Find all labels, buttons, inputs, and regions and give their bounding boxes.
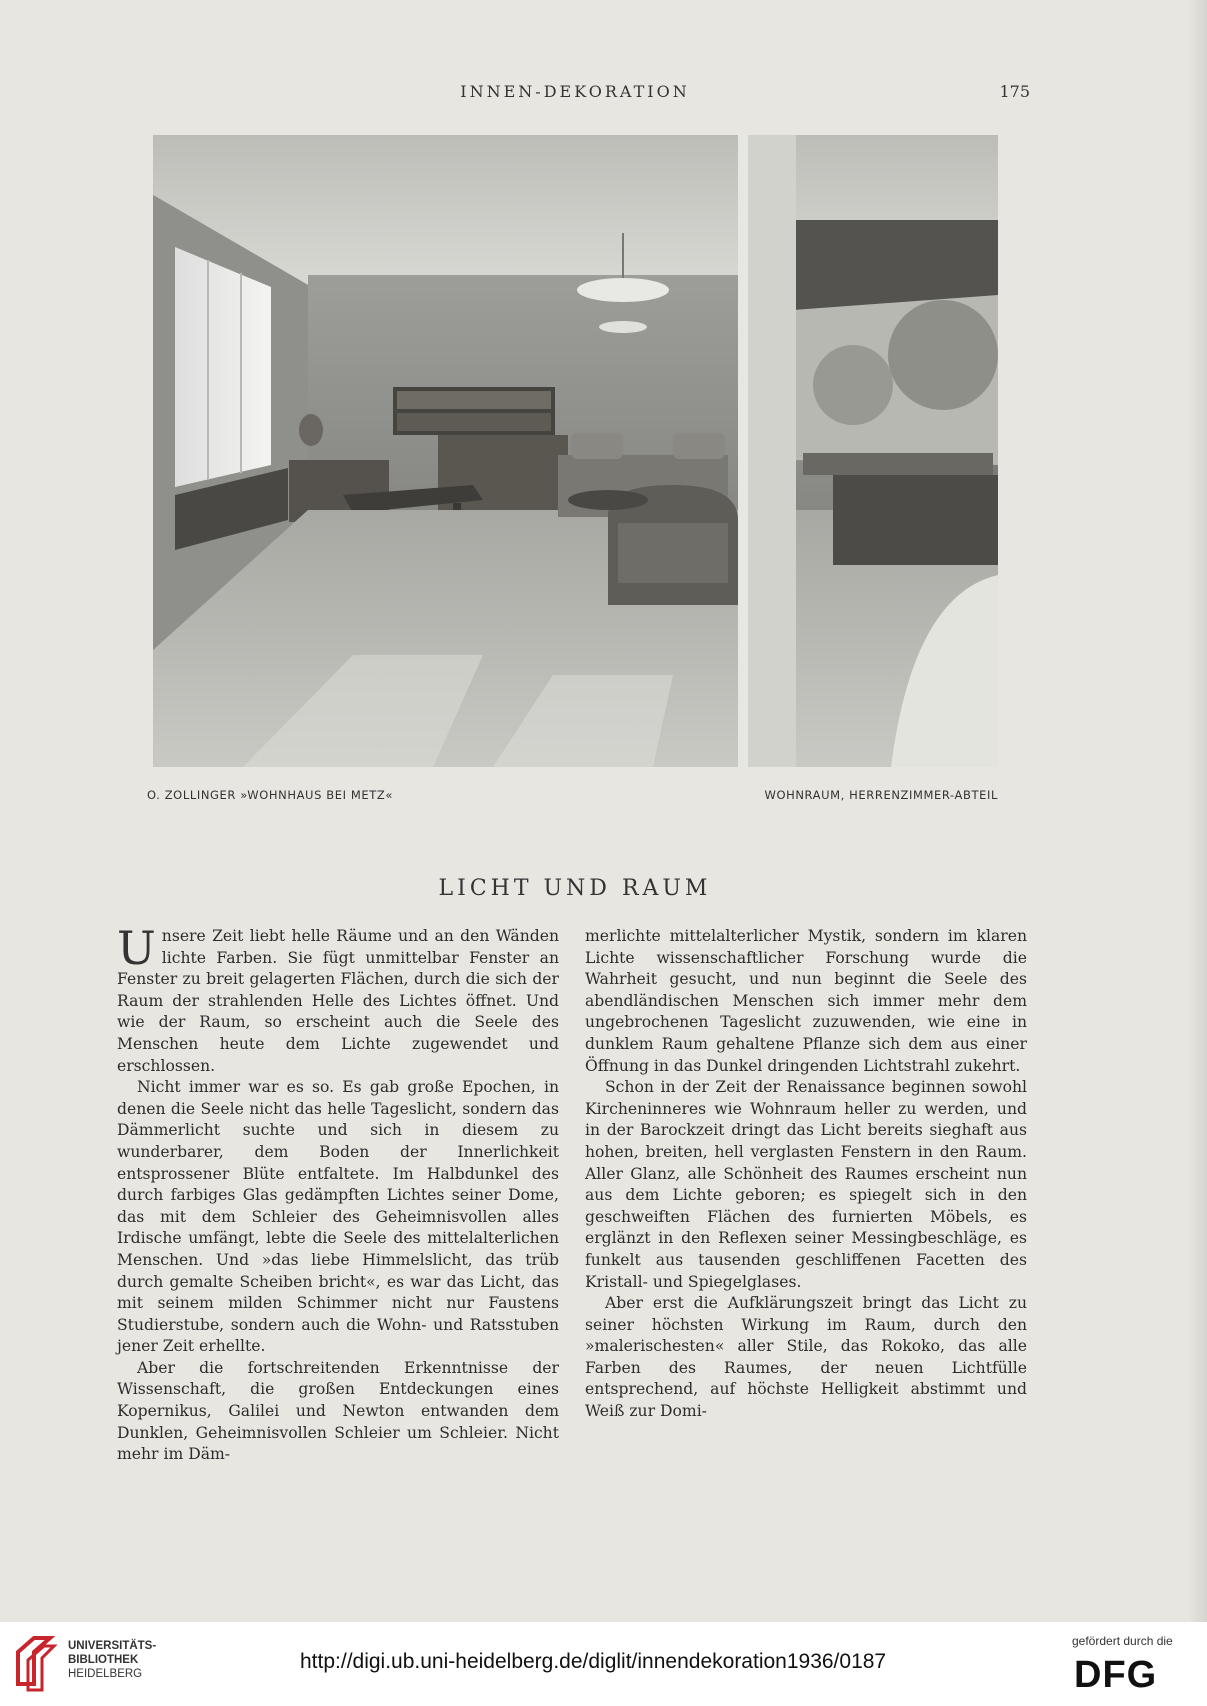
dropcap: U [117, 921, 156, 975]
caption-architect: O. ZOLLINGER »WOHNHAUS BEI METZ« [147, 788, 393, 802]
caption-room: WOHNRAUM, HERRENZIMMER-ABTEIL [764, 788, 998, 802]
text-column-left [117, 921, 559, 1466]
side-table [568, 490, 648, 510]
radiator [833, 475, 998, 565]
funded-by-label: gefördert durch die [1072, 1634, 1173, 1648]
paragraph: Unsere Zeit liebt helle Räume und an den Wänden lichte Farben. Sie fügt unmittelbar Fenster an Fenster zu breit gelagerten Flächen, durch die sich der Raum der strahlenden Helle des Lichtes öffnet. Und wie der Raum, so erscheint auch die Seele des Menschen heute dem Lichte zugewendet und erschlossen. [117, 921, 559, 1075]
paragraph: Aber erst die Aufklärungszeit bringt das Licht zu seiner höchsten Wirkung im Raum, durch den »malerischesten« aller Stile, das Rokoko, das alle Farben des Raumes, der neuen Lichtfülle entsprechend, auf höchste Helligkeit abstimmt und Weiß zur Domi- [585, 1294, 1027, 1421]
paragraph: Aber die fortschreitenden Erkenntnisse der Wissenschaft, die großen Entdeckungen eines Kopernikus, Galilei und Newton entwanden dem Dunklen, Geheimnisvollen Schleier um Schleier. Nicht mehr im Däm- [117, 1358, 559, 1464]
library-name: UNIVERSITÄTS- BIBLIOTHEK HEIDELBERG [68, 1640, 157, 1680]
text-column-right [585, 926, 1027, 1423]
paragraph: Schon in der Zeit der Renaissance beginnen sowohl Kircheninneres wie Wohnraum heller zu werden, und in der Barockzeit dringt das Licht bereits sieghaft aus hohen, breiten, hell verglasten Fenstern in den Raum. Aller Glanz, alle Schönheit des Raumes erscheint nun aus dem Lichte geboren; es spiegelt sich in den geschweiften Flächen des furnierten Möbels, es erglänzt in den Reflexen seiner Messingbeschläge, es funkelt aus tausenden geschliffenen Facetten des Kristall- und Spiegelglases. [585, 1078, 1027, 1291]
page-edge [1187, 0, 1207, 1622]
room-illustration [153, 135, 998, 767]
permalink-url[interactable]: http://digi.ub.uni-heidelberg.de/diglit/innendekoration1936/0187 [300, 1650, 887, 1673]
footer-bar [0, 1622, 1207, 1706]
pendant-lamp [577, 278, 669, 302]
university-library-logo-icon [14, 1634, 58, 1694]
dfg-logo: DFG [1074, 1654, 1158, 1696]
article-title: LICHT UND RAUM [438, 876, 712, 901]
paragraph: merlichte mittelalterlicher Mystik, sondern im klaren Lichte wissenschaftlicher Forschung wurde die Wahrheit gesucht, und nun beginnt die Seele des abendländischen Menschen sich immer mehr dem ungebrochenen Tageslicht zuzuwenden, wie eine in dunklem Raum gehaltene Pflanze sich dem aus einer Öffnung in das Dunkel dringenden Lichtstrahl zukehrt. [585, 927, 1027, 1075]
running-title: INNEN-DEKORATION [460, 82, 690, 101]
bust [299, 414, 323, 446]
interior-photograph [153, 135, 998, 767]
page-number: 175 [999, 82, 1030, 101]
paragraph: Nicht immer war es so. Es gab große Epochen, in denen die Seele nicht das helle Tageslicht, sondern das Dämmerlicht suchte und sich in diesem zu wunderbarer, dem Boden der Innerlichkeit entsprossener Blüte entfaltete. Im Halbdunkel des durch farbiges Glas gedämpften Lichtes seiner Dome, das mit dem Schleier des Geheimnisvollen alles Irdische umfängt, lebte die Seele des mittelalterlichen Menschen. Und »das liebe Himmelslicht, das trüb durch gemalte Scheiben bricht«, es war das Licht, das mit seinem milden Schimmer nicht nur Faustens Studierstube, sondern auch die Wohn- und Ratsstuben jener Zeit erhellte. [117, 1078, 559, 1356]
left-window [175, 247, 271, 487]
